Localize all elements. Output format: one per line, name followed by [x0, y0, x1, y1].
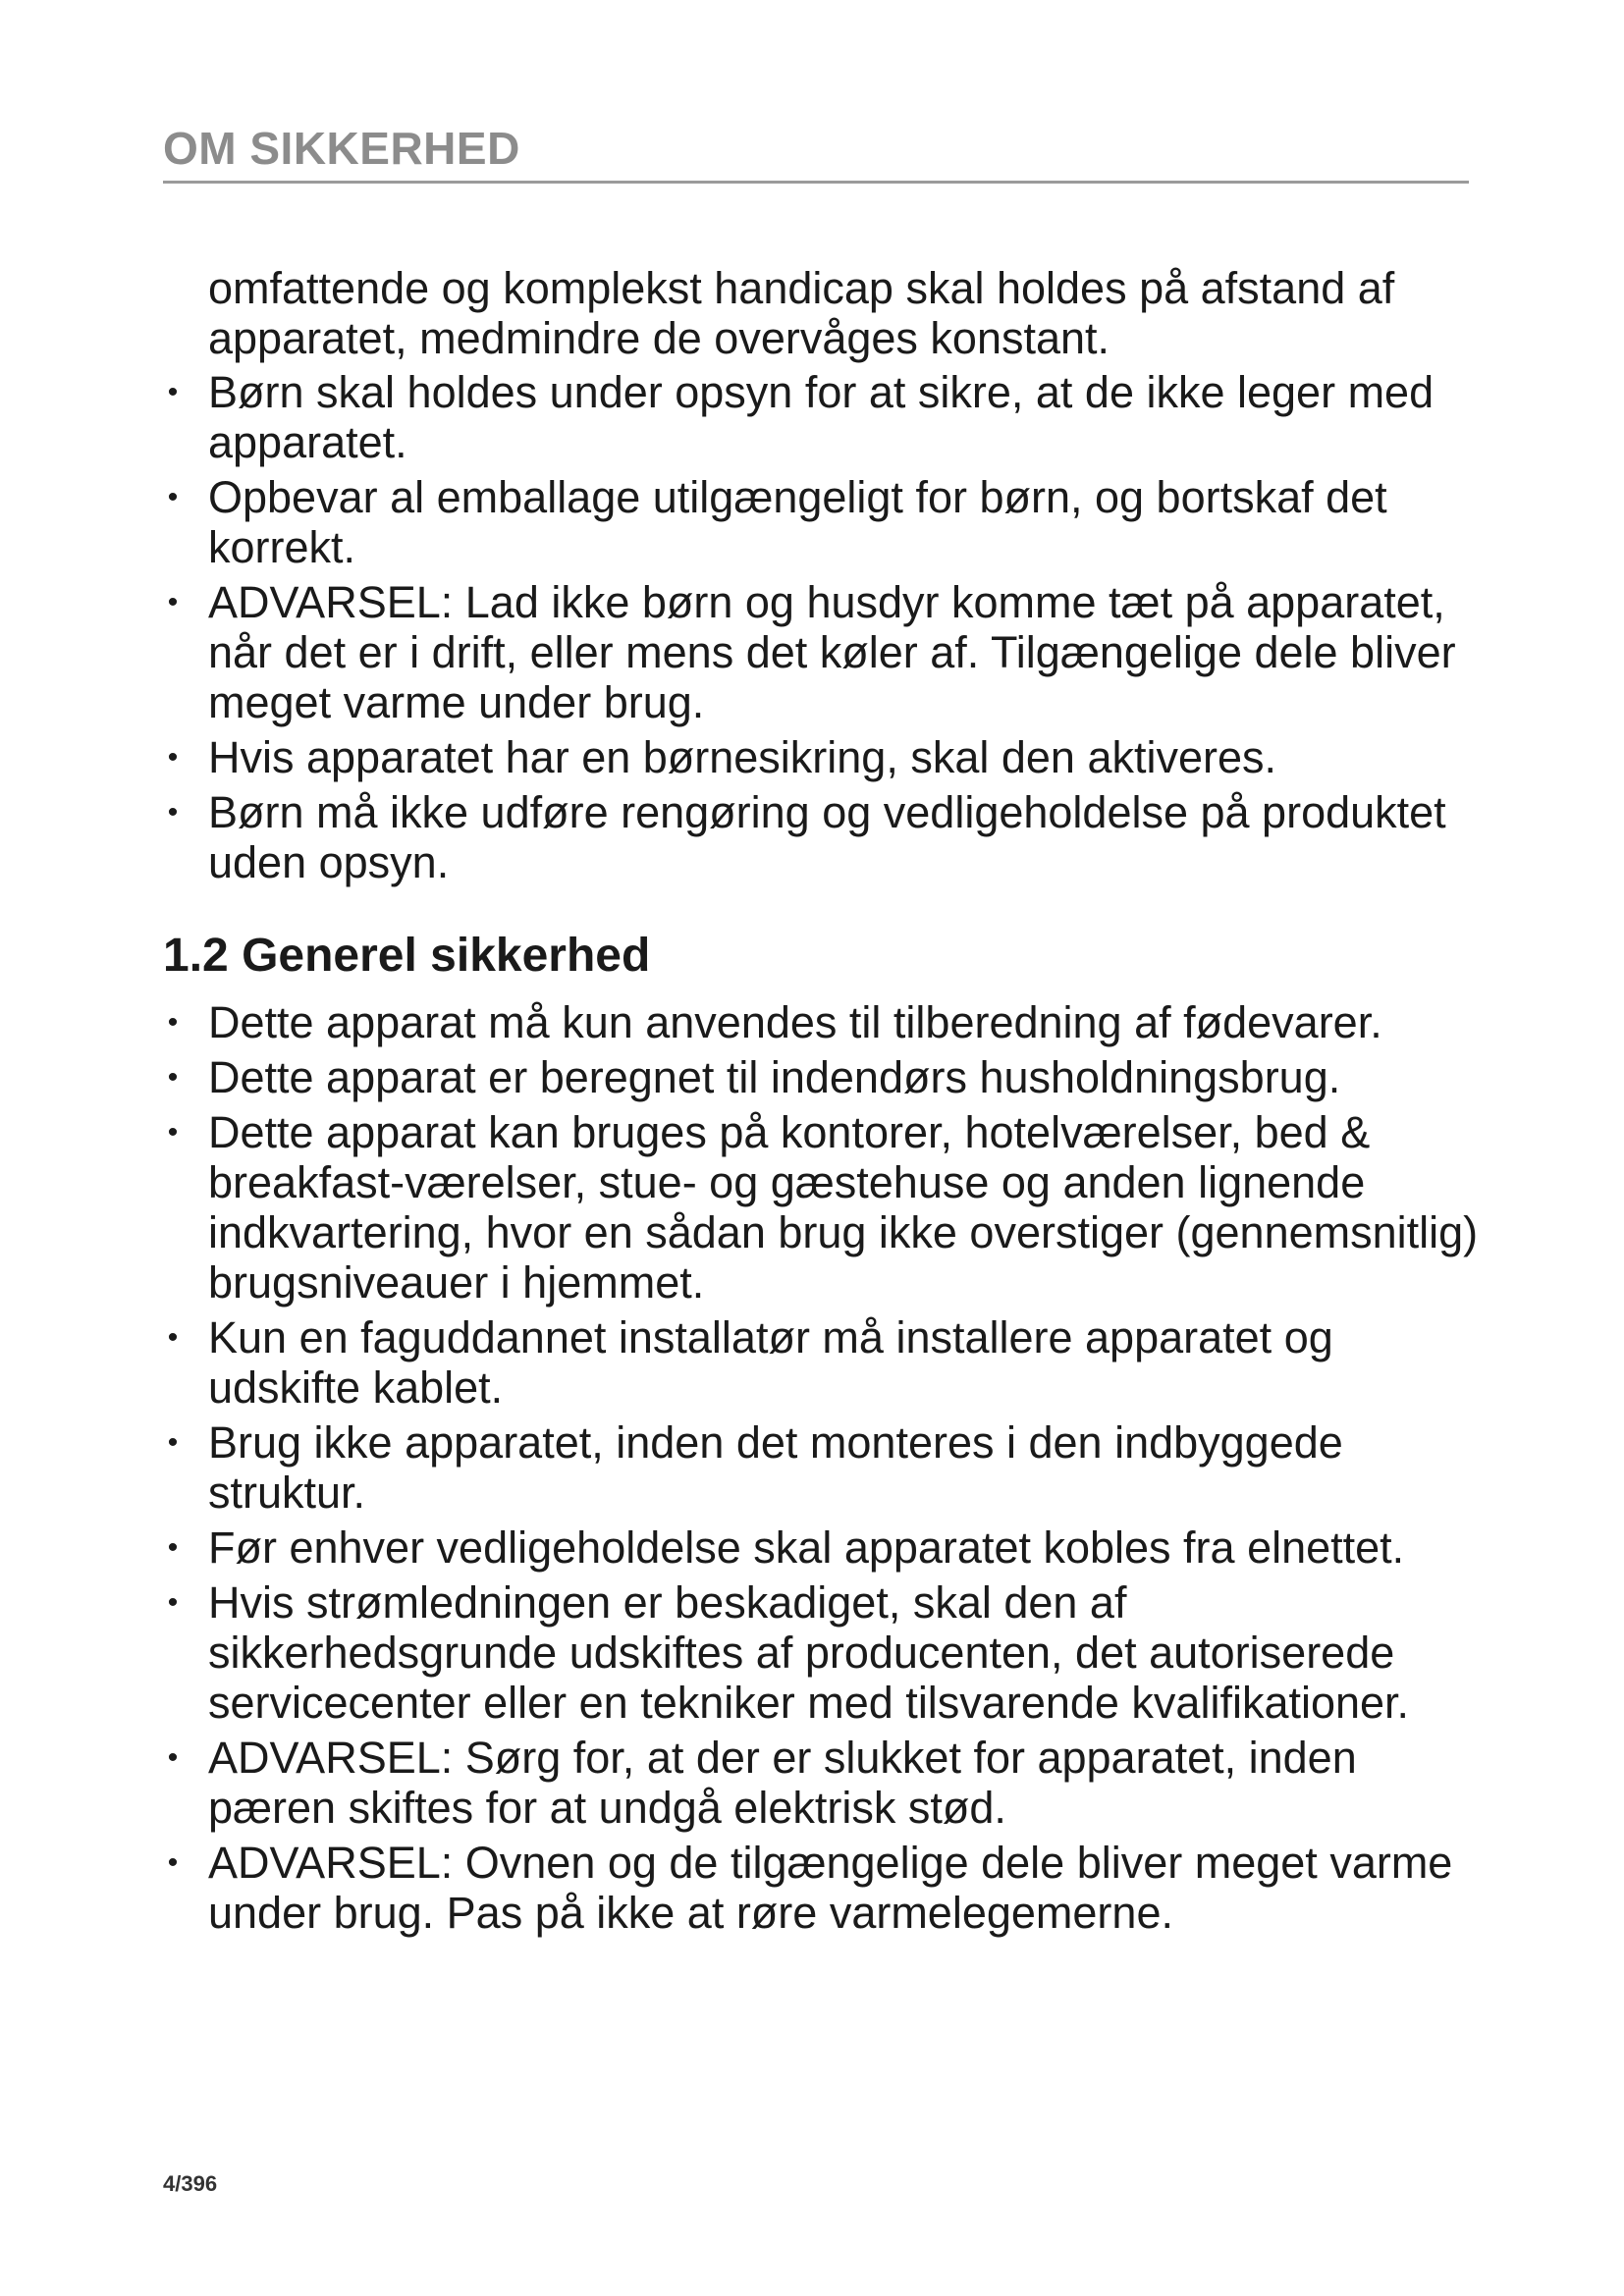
list-item: [163, 367, 1479, 467]
section-title: 1.2 Generel sikkerhed: [163, 930, 651, 982]
list-item-text: Før enhver vedligeholdelse skal apparatet kobles fra elnettet.: [208, 1522, 1405, 1573]
list-item-text: ADVARSEL: Lad ikke børn og husdyr komme tæt på apparatet, når det er i drift, eller mens det køler af. Tilgængelige dele bliver meget varme under brug.: [208, 577, 1456, 727]
list-item: [163, 1052, 1479, 1102]
intro-continuation-text: omfattende og komplekst handicap skal holdes på afstand af apparatet, medmindre de overvåges konstant.: [208, 263, 1395, 363]
bullet-icon: •: [167, 1426, 179, 1459]
bullet-icon: •: [167, 376, 179, 408]
list-item: [163, 1312, 1479, 1413]
bullet-icon: •: [167, 741, 179, 774]
children-safety-list: [163, 367, 1479, 887]
bullet-icon: •: [167, 586, 179, 618]
list-item-text: Dette apparat er beregnet til indendørs husholdningsbrug.: [208, 1052, 1341, 1102]
list-item-text: ADVARSEL: Ovnen og de tilgængelige dele bliver meget varme under brug. Pas på ikke at røre varmelegemerne.: [208, 1838, 1453, 1938]
list-item: [163, 1522, 1479, 1573]
list-item-text: Brug ikke apparatet, inden det monteres i den indbyggede struktur.: [208, 1417, 1343, 1518]
page-content: [163, 263, 1479, 1943]
list-item-text: Opbevar al emballage utilgængeligt for børn, og bortskaf det korrekt.: [208, 472, 1387, 572]
bullet-icon: •: [167, 1846, 179, 1879]
list-item-text: Kun en faguddannet installatør må installere apparatet og udskifte kablet.: [208, 1312, 1333, 1413]
list-item: [163, 1417, 1479, 1518]
page-header-title: OM SIKKERHED: [163, 123, 520, 174]
bullet-icon: •: [167, 796, 179, 828]
list-item-text: Dette apparat må kun anvendes til tilberedning af fødevarer.: [208, 997, 1382, 1047]
list-item: [163, 732, 1479, 782]
list-item-text: ADVARSEL: Sørg for, at der er slukket for apparatet, inden pæren skiftes for at undgå elektrisk stød.: [208, 1733, 1357, 1833]
bullet-icon: •: [167, 1531, 179, 1564]
list-item: [163, 472, 1479, 572]
bullet-icon: •: [167, 1741, 179, 1774]
list-item-text: Dette apparat kan bruges på kontorer, hotelværelser, bed & breakfast-værelser, stue- og gæstehuse og anden lignende indkvartering, hvor en sådan brug ikke overstiger (gennemsnitlig) brugsniveauer i hjemmet.: [208, 1107, 1479, 1308]
list-item-text: Hvis strømledningen er beskadiget, skal den af sikkerhedsgrunde udskiftes af producenten, det autoriserede servicecenter eller en tekniker med tilsvarende kvalifikationer.: [208, 1577, 1410, 1728]
list-item-text: Børn må ikke udføre rengøring og vedligeholdelse på produktet uden opsyn.: [208, 787, 1446, 887]
list-item-text: Børn skal holdes under opsyn for at sikre, at de ikke leger med apparatet.: [208, 367, 1435, 467]
bullet-icon: •: [167, 1061, 179, 1094]
bullet-icon: •: [167, 1006, 179, 1039]
list-item-text: Hvis apparatet har en børnesikring, skal den aktiveres.: [208, 732, 1277, 782]
list-item: [163, 1838, 1479, 1938]
page-header: [163, 122, 1469, 184]
list-item: [163, 1107, 1479, 1308]
list-item: [163, 997, 1479, 1047]
general-safety-list: [163, 997, 1479, 1938]
bullet-icon: •: [167, 481, 179, 513]
bullet-icon: •: [167, 1586, 179, 1619]
list-item: [163, 1577, 1479, 1728]
list-item: [163, 577, 1479, 727]
bullet-icon: •: [167, 1116, 179, 1148]
list-item: [163, 787, 1479, 887]
page-number: 4/396: [163, 2171, 218, 2196]
list-item: [163, 1733, 1479, 1833]
bullet-icon: •: [167, 1321, 179, 1354]
